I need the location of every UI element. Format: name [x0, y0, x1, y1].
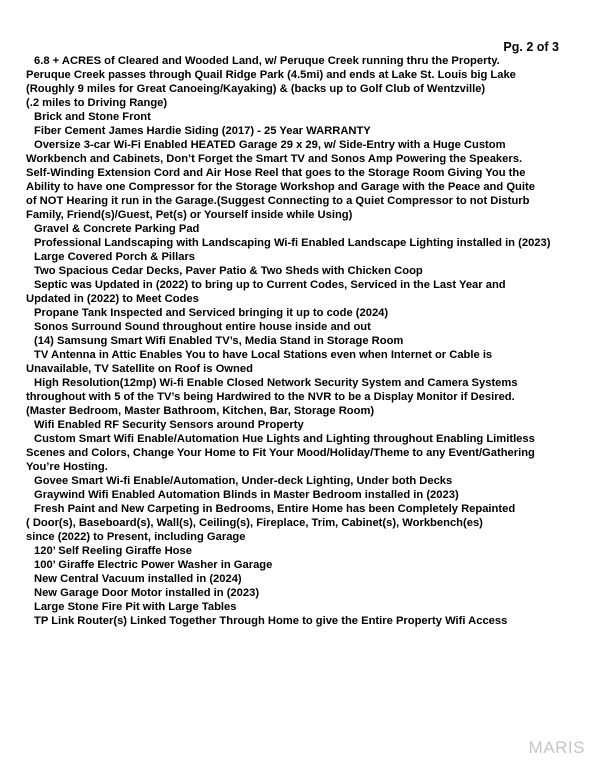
feature-text: Large Stone Fire Pit with Large Tables: [34, 601, 237, 613]
feature-line: [26, 138, 566, 152]
feature-item: [26, 614, 566, 628]
feature-item: [26, 54, 566, 110]
feature-line: [26, 278, 566, 292]
feature-text: Fresh Paint and New Carpeting in Bedrooms, Entire Home has been Completely Repainted: [34, 503, 516, 515]
feature-line: [26, 600, 566, 614]
feature-line: [26, 222, 566, 236]
feature-line: [26, 432, 566, 446]
feature-text: High Resolution(12mp) Wi-fi Enable Closed Network Security System and Camera Systems: [34, 377, 518, 389]
feature-item: [26, 264, 566, 278]
feature-line: [26, 68, 566, 82]
feature-item: [26, 250, 566, 264]
feature-text: New Central Vacuum installed in (2024): [34, 573, 242, 585]
feature-text: Wifi Enabled RF Security Sensors around Property: [34, 419, 304, 431]
feature-line: [26, 418, 566, 432]
feature-text: Propane Tank Inspected and Serviced bringing it up to code (2024): [34, 307, 389, 319]
feature-line: [26, 502, 566, 516]
feature-item: [26, 600, 566, 614]
feature-line: [26, 544, 566, 558]
feature-item: [26, 586, 566, 600]
feature-item: [26, 334, 566, 348]
feature-text: Peruque Creek passes through Quail Ridge Park (4.5mi) and ends at Lake St. Louis big Lake: [26, 69, 516, 81]
feature-text: TP Link Router(s) Linked Together Through Home to give the Entire Property Wifi Access: [34, 615, 508, 627]
feature-text: You’re Hosting.: [26, 461, 108, 473]
feature-text: Scenes and Colors, Change Your Home to Fit Your Mood/Holiday/Theme to any Event/Gathering: [26, 447, 535, 459]
feature-item: [26, 474, 566, 488]
feature-line: [26, 348, 566, 362]
feature-line: [26, 124, 566, 138]
feature-text: throughout with 5 of the TV’s being Hardwired to the NVR to be a Display Monitor if Desired.: [26, 391, 515, 403]
feature-text: 100’ Giraffe Electric Power Washer in Garage: [34, 559, 273, 571]
feature-text: Professional Landscaping with Landscaping Wi-fi Enabled Landscape Lighting installed in (2023): [34, 237, 551, 249]
feature-list: [26, 54, 566, 628]
page-number: Pg. 2 of 3: [503, 40, 559, 54]
feature-line: [26, 54, 566, 68]
feature-line: [26, 166, 566, 180]
feature-line: [26, 614, 566, 628]
feature-item: [26, 236, 566, 250]
feature-item: [26, 110, 566, 124]
feature-text: Updated in (2022) to Meet Codes: [26, 293, 199, 305]
feature-item: [26, 432, 566, 474]
feature-text: (14) Samsung Smart Wifi Enabled TV’s, Media Stand in Storage Room: [34, 335, 404, 347]
feature-line: [26, 110, 566, 124]
feature-item: [26, 138, 566, 222]
feature-item: [26, 124, 566, 138]
feature-line: [26, 362, 566, 376]
feature-text: 6.8 + ACRES of Cleared and Wooded Land, w/ Peruque Creek running thru the Property.: [34, 55, 500, 67]
feature-text: Oversize 3-car Wi-Fi Enabled HEATED Garage 29 x 29, w/ Side-Entry with a Huge Custom: [34, 139, 506, 151]
feature-line: [26, 390, 566, 404]
feature-line: [26, 530, 566, 544]
maris-watermark: MARIS: [528, 738, 585, 757]
feature-item: [26, 572, 566, 586]
feature-item: [26, 488, 566, 502]
feature-text: Unavailable, TV Satellite on Roof is Owned: [26, 363, 253, 375]
feature-text: Sonos Surround Sound throughout entire house inside and out: [34, 321, 371, 333]
feature-text: (Master Bedroom, Master Bathroom, Kitchen, Bar, Storage Room): [26, 405, 375, 417]
feature-text: Gravel & Concrete Parking Pad: [34, 223, 200, 235]
feature-line: [26, 250, 566, 264]
feature-item: [26, 278, 566, 306]
feature-text: TV Antenna in Attic Enables You to have Local Stations even when Internet or Cable is: [34, 349, 493, 361]
feature-text: Large Covered Porch & Pillars: [34, 251, 196, 263]
feature-item: [26, 376, 566, 418]
feature-text: New Garage Door Motor installed in (2023): [34, 587, 260, 599]
feature-text: Govee Smart Wi-fi Enable/Automation, Under-deck Lighting, Under both Decks: [34, 475, 453, 487]
feature-text: 120’ Self Reeling Giraffe Hose: [34, 545, 192, 557]
feature-text: Self-Winding Extension Cord and Air Hose Reel that goes to the Storage Room Giving You the: [26, 167, 526, 179]
feature-line: [26, 446, 566, 460]
feature-text: Family, Friend(s)/Guest, Pet(s) or Yourself inside while Using): [26, 209, 353, 221]
feature-item: [26, 558, 566, 572]
feature-item: [26, 502, 566, 544]
feature-item: [26, 348, 566, 376]
feature-item: [26, 544, 566, 558]
feature-text: ( Door(s), Baseboard(s), Wall(s), Ceiling(s), Fireplace, Trim, Cabinet(s), Workbench(es): [26, 517, 483, 529]
feature-text: Ability to have one Compressor for the Storage Workshop and Garage with the Peace and Quite: [26, 181, 535, 193]
feature-text: Workbench and Cabinets, Don’t Forget the Smart TV and Sonos Amp Powering the Speakers.: [26, 153, 523, 165]
feature-item: [26, 306, 566, 320]
feature-text: of NOT Hearing it run in the Garage.(Suggest Connecting to a Quiet Compressor to not Disturb: [26, 195, 530, 207]
feature-item: [26, 222, 566, 236]
feature-line: [26, 488, 566, 502]
feature-line: [26, 292, 566, 306]
feature-line: [26, 376, 566, 390]
feature-line: [26, 572, 566, 586]
feature-line: [26, 558, 566, 572]
feature-line: [26, 516, 566, 530]
feature-line: [26, 474, 566, 488]
feature-line: [26, 236, 566, 250]
feature-text: Septic was Updated in (2022) to bring up to Current Codes, Serviced in the Last Year and: [34, 279, 506, 291]
feature-text: Graywind Wifi Enabled Automation Blinds in Master Bedroom installed in (2023): [34, 489, 459, 501]
feature-line: [26, 152, 566, 166]
feature-line: [26, 208, 566, 222]
feature-text: (Roughly 9 miles for Great Canoeing/Kayaking) & (backs up to Golf Club of Wentzville): [26, 83, 486, 95]
feature-text: Brick and Stone Front: [34, 111, 151, 123]
feature-line: [26, 96, 566, 110]
feature-line: [26, 264, 566, 278]
feature-line: [26, 306, 566, 320]
feature-text: (.2 miles to Driving Range): [26, 97, 168, 109]
feature-line: [26, 194, 566, 208]
feature-item: [26, 418, 566, 432]
feature-text: Two Spacious Cedar Decks, Paver Patio & Two Sheds with Chicken Coop: [34, 265, 423, 277]
feature-text: since (2022) to Present, including Garage: [26, 531, 246, 543]
feature-line: [26, 334, 566, 348]
feature-line: [26, 320, 566, 334]
feature-line: [26, 404, 566, 418]
feature-line: [26, 82, 566, 96]
feature-line: [26, 180, 566, 194]
feature-line: [26, 460, 566, 474]
feature-line: [26, 586, 566, 600]
feature-text: Fiber Cement James Hardie Siding (2017) - 25 Year WARRANTY: [34, 125, 371, 137]
feature-text: Custom Smart Wifi Enable/Automation Hue Lights and Lighting throughout Enabling Limitless: [34, 433, 535, 445]
feature-item: [26, 320, 566, 334]
